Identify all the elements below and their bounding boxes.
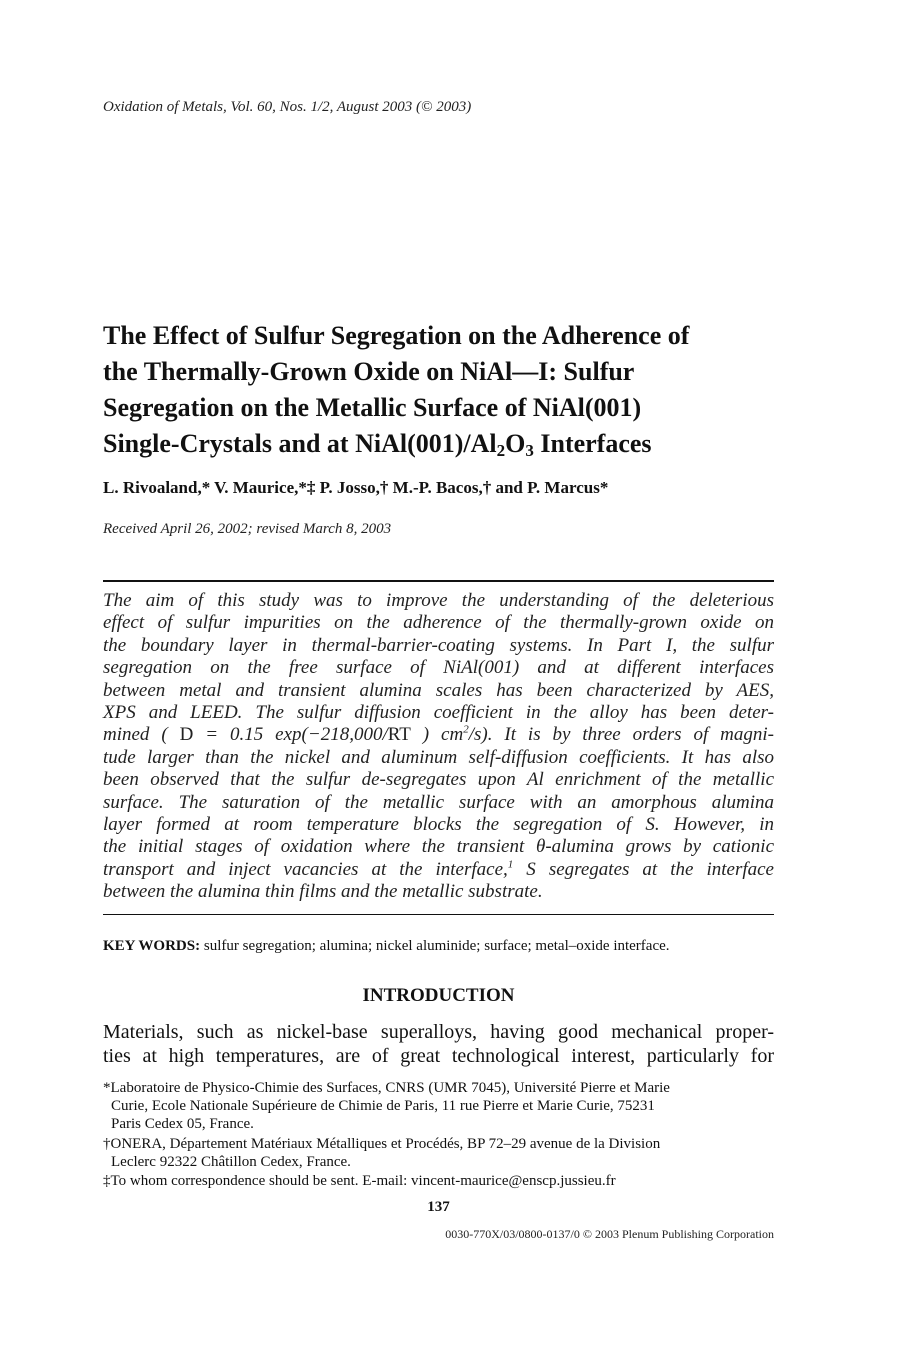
- journal-citation: Oxidation of Metals, Vol. 60, Nos. 1/2, August 2003 (© 2003): [103, 99, 472, 115]
- abstract-line: the boundary layer in thermal-barrier-coating systems. In Part I, the sulfur: [103, 634, 774, 656]
- abstract-line: segregation on the free surface of NiAl(001) and at different interfaces: [103, 657, 774, 679]
- abstract: [103, 590, 774, 904]
- abstract-line: The aim of this study was to improve the understanding of the deleterious: [103, 590, 774, 611]
- abstract-text: = 0.15 exp(−218,000/: [193, 724, 388, 746]
- abstract-line-formula: [103, 724, 774, 746]
- body-line: ties at high temperatures, are of great technological interest, particularly for: [103, 1045, 774, 1067]
- formula-superscript: 2: [463, 724, 469, 737]
- title-line: The Effect of Sulfur Segregation on the Adherence of: [103, 321, 690, 350]
- abstract-line: [103, 859, 774, 881]
- abstract-line: been observed that the sulfur de-segregates upon Al enrichment of the metallic: [103, 769, 774, 791]
- footnote-line: ‡To whom correspondence should be sent. E-mail: vincent-maurice@enscp.jussieu.fr: [103, 1173, 616, 1190]
- footnote-line: Leclerc 92322 Châtillon Cedex, France.: [111, 1153, 351, 1170]
- received-dates: Received April 26, 2002; revised March 8, 2003: [103, 521, 392, 537]
- footnote-affiliation-2: [103, 1135, 774, 1171]
- footnote-reference[interactable]: 1: [507, 858, 514, 871]
- introduction-body: [103, 1020, 774, 1068]
- abstract-top-rule: [103, 580, 774, 582]
- abstract-line: the initial stages of oxidation where the transient θ-alumina grows by cationic: [103, 836, 774, 858]
- paper-title: [103, 318, 793, 462]
- keywords: [103, 938, 670, 955]
- title-text: Single-Crystals and at NiAl(001)/Al: [103, 429, 497, 458]
- footnote-correspondence: [103, 1172, 774, 1190]
- title-subscript: 2: [496, 441, 506, 460]
- formula-symbol: RT: [387, 724, 411, 746]
- footnote-line: Paris Cedex 05, France.: [111, 1116, 254, 1133]
- body-line: Materials, such as nickel-base superalloys, having good mechanical proper-: [103, 1021, 774, 1043]
- footnote-affiliation-1: [103, 1079, 774, 1134]
- abstract-line: between the alumina thin films and the metallic substrate.: [103, 881, 543, 903]
- section-heading-introduction: INTRODUCTION: [362, 985, 515, 1006]
- abstract-text: mined (: [103, 724, 180, 746]
- keywords-text: sulfur segregation; alumina; nickel aluminide; surface; metal–oxide interface.: [200, 938, 670, 954]
- abstract-line: layer formed at room temperature blocks the segregation of S. However, in: [103, 814, 774, 836]
- abstract-text: /s). It is by three orders of magni-: [468, 724, 774, 746]
- footnote-line: *Laboratoire de Physico-Chimie des Surfaces, CNRS (UMR 7045), Université Pierre et Marie: [103, 1080, 670, 1096]
- footnote-line: †ONERA, Département Matériaux Métalliques et Procédés, BP 72–29 avenue de la Division: [103, 1135, 661, 1152]
- affiliation-footnotes: [103, 1079, 774, 1191]
- abstract-line: effect of sulfur impurities on the adherence of the thermally-grown oxide on: [103, 612, 774, 634]
- footnote-line: Curie, Ecole Nationale Supérieure de Chimie de Paris, 11 rue Pierre et Marie Curie, 75231: [111, 1098, 655, 1115]
- keywords-label: KEY WORDS:: [103, 938, 201, 954]
- abstract-line: surface. The saturation of the metallic surface with an amorphous alumina: [103, 791, 774, 813]
- title-text: O: [505, 429, 526, 458]
- abstract-bottom-rule: [103, 914, 774, 915]
- abstract-line: XPS and LEED. The sulfur diffusion coefficient in the alloy has been deter-: [103, 702, 774, 724]
- abstract-text: transport and inject vacancies at the interface,: [103, 858, 508, 880]
- title-line: the Thermally-Grown Oxide on NiAl—I: Sulfur: [103, 357, 635, 386]
- title-subscript: 3: [525, 441, 534, 460]
- abstract-line: tude larger than the nickel and aluminum self-diffusion coefficients. It has also: [103, 746, 774, 768]
- title-line: [103, 426, 793, 462]
- page-number: 137: [427, 1199, 450, 1215]
- title-line: Segregation on the Metallic Surface of NiAl(001): [103, 393, 642, 422]
- author-list: L. Rivoaland,* V. Maurice,*‡ P. Josso,† M.-P. Bacos,† and P. Marcus*: [103, 478, 609, 497]
- abstract-line: between metal and transient alumina scales has been characterized by AES,: [103, 679, 774, 701]
- abstract-text: ) cm: [410, 724, 464, 746]
- formula-symbol: D: [179, 724, 194, 746]
- title-text: Interfaces: [533, 429, 652, 458]
- abstract-text: S segregates at the interface: [513, 858, 774, 880]
- copyright-line: 0030-770X/03/0800-0137/0 © 2003 Plenum Publishing Corporation: [445, 1227, 774, 1241]
